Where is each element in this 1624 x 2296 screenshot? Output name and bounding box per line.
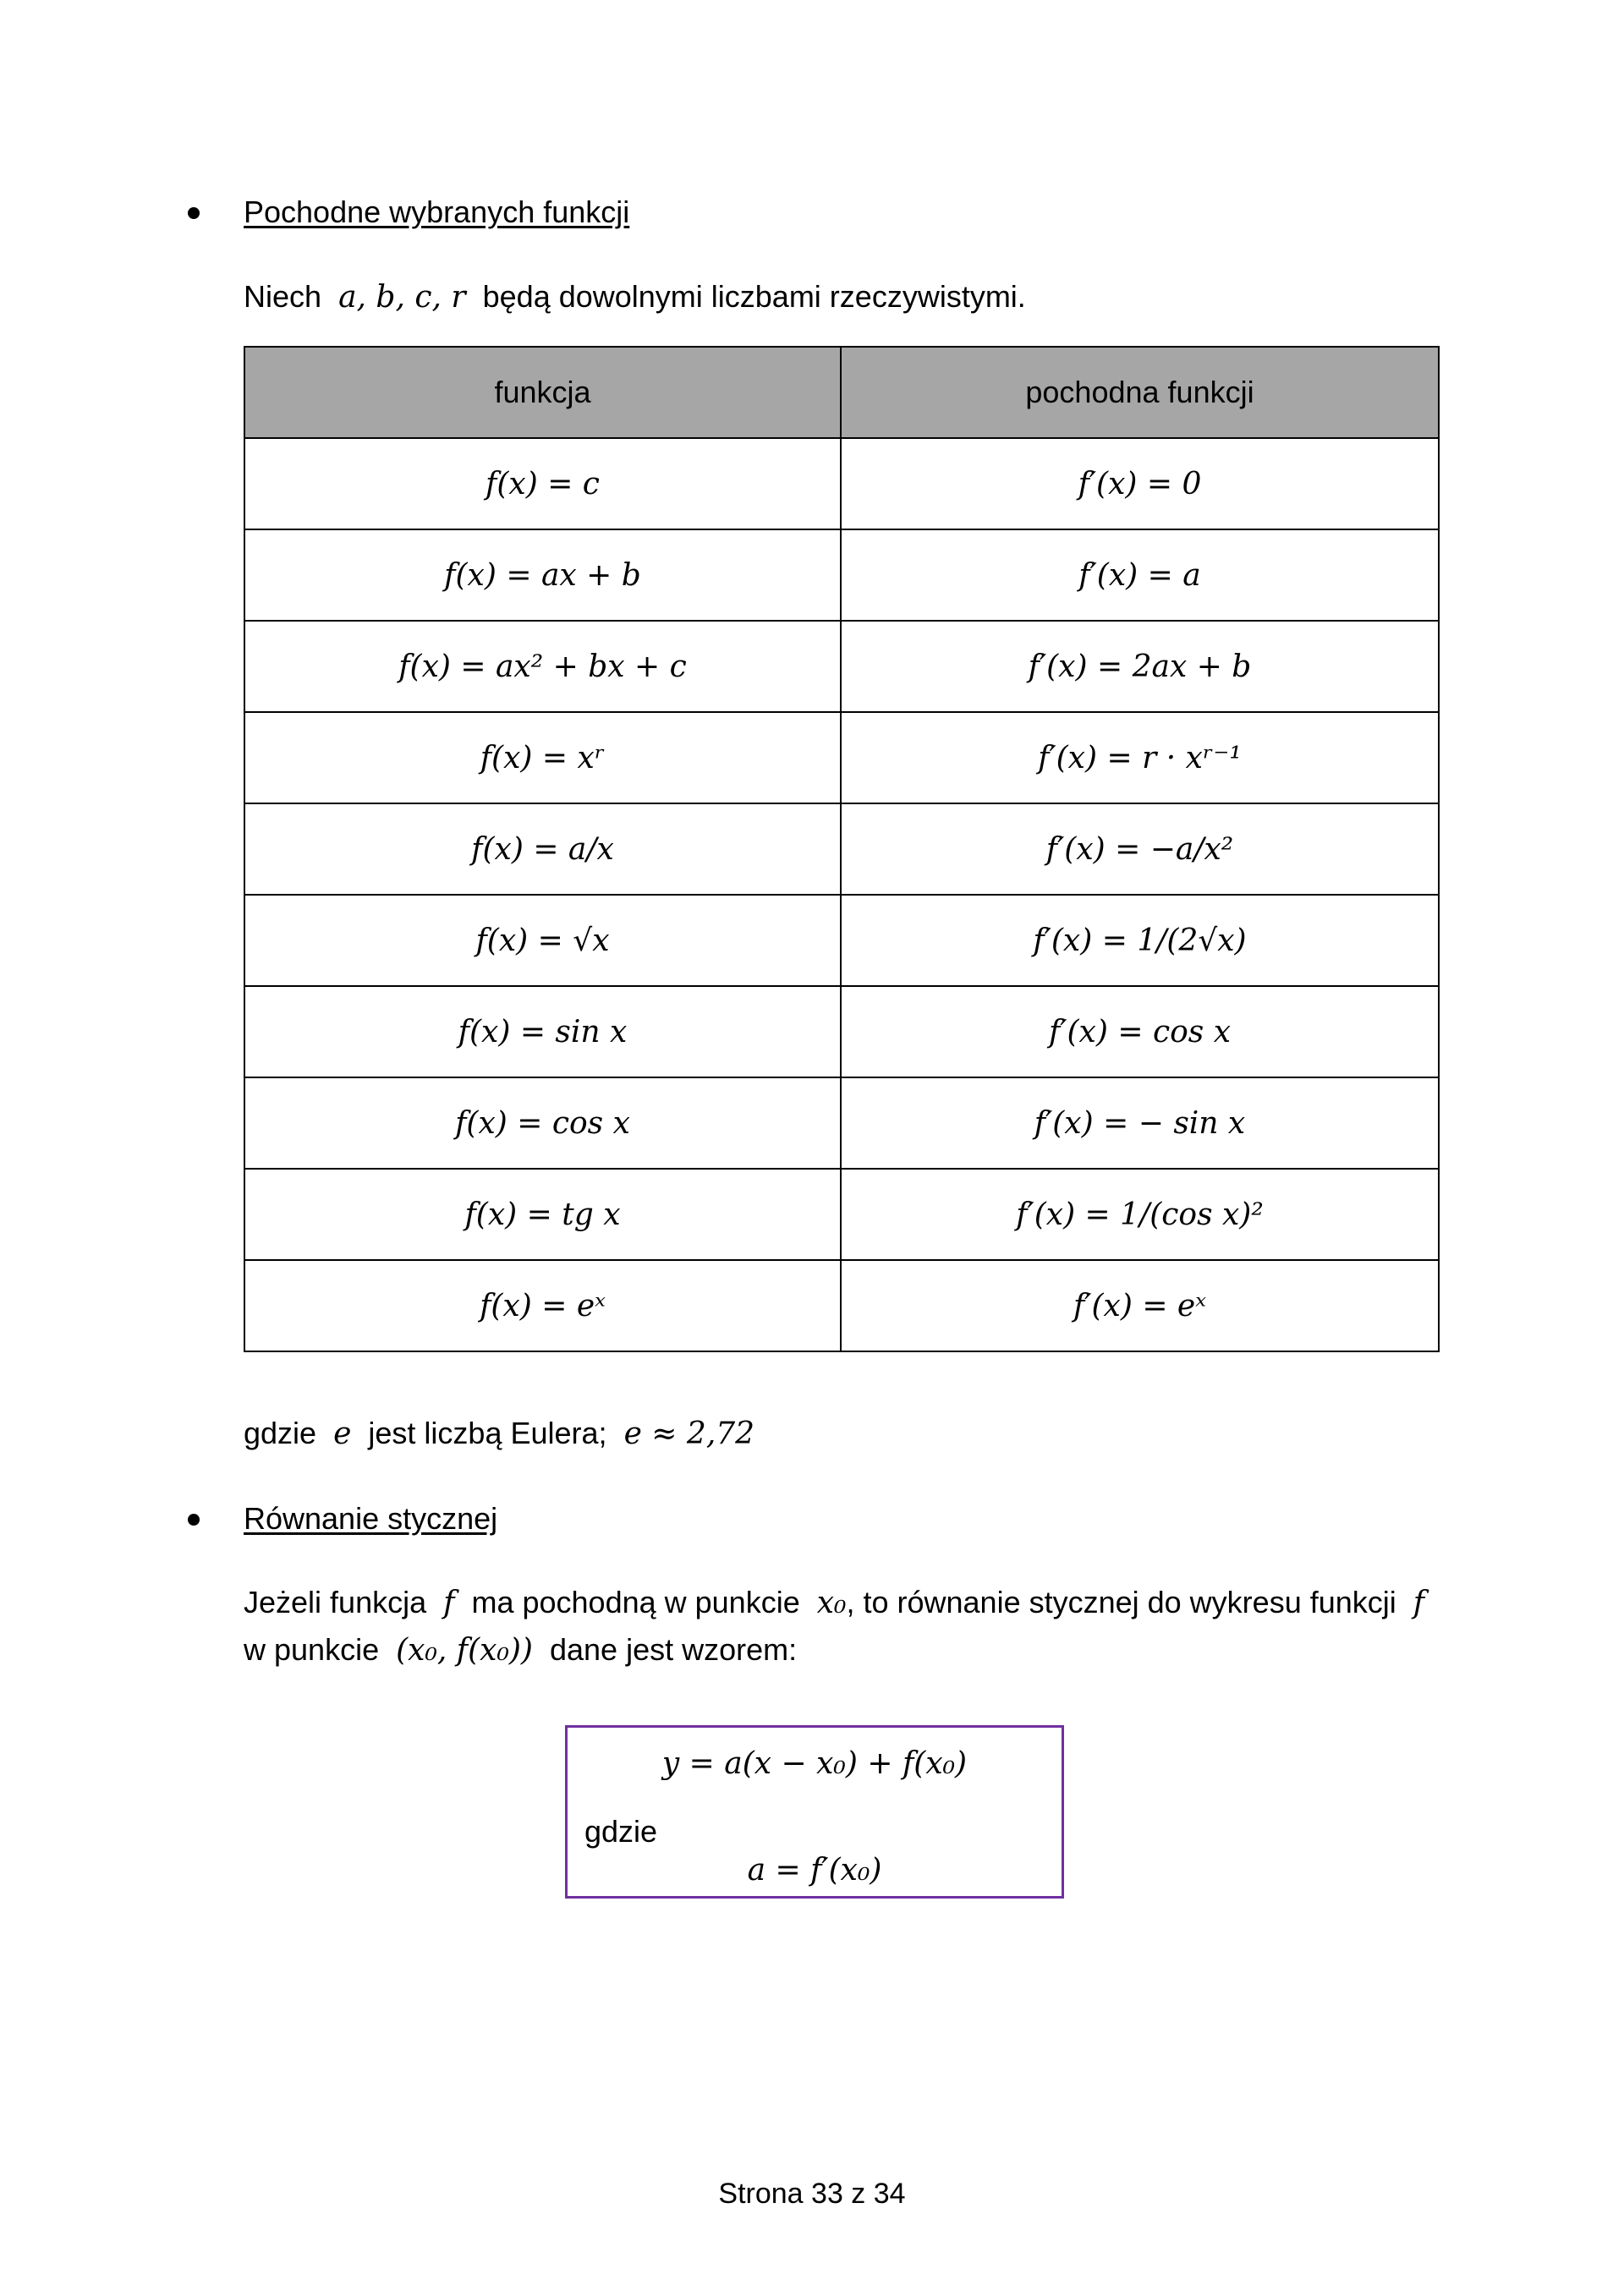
derivative-cell: f′(x) = − sin x xyxy=(841,1077,1439,1169)
table-row xyxy=(244,712,1439,803)
intro-prefix: Niech xyxy=(244,279,322,314)
tangent-text-d: w punkcie xyxy=(244,1632,380,1667)
derivative-cell: f′(x) = 2ax + b xyxy=(841,621,1439,712)
derivative-cell: f′(x) = r · xʳ⁻¹ xyxy=(841,712,1439,803)
table-row xyxy=(244,1077,1439,1169)
derivative-cell: f′(x) = 1/(2√x) xyxy=(841,895,1439,986)
function-cell: f(x) = tg x xyxy=(244,1169,841,1260)
euler-note xyxy=(244,1414,754,1453)
point-symbol: x₀ xyxy=(816,1586,847,1620)
tangency-point: (x₀, f(x₀)) xyxy=(396,1633,533,1668)
table-row xyxy=(244,438,1439,529)
euler-symbol: e xyxy=(333,1417,352,1451)
function-cell: f(x) = ax + b xyxy=(244,529,841,621)
function-symbol: f xyxy=(443,1586,455,1620)
table-row xyxy=(244,1169,1439,1260)
tangent-text-c: , to równanie stycznej do wykresu funkcji xyxy=(846,1585,1396,1619)
tangent-paragraph-line2 xyxy=(244,1630,797,1669)
function-cell: f(x) = √x xyxy=(244,895,841,986)
header-derivative: pochodna funkcji xyxy=(841,347,1439,438)
table-row xyxy=(244,803,1439,895)
euler-prefix: gdzie xyxy=(244,1416,317,1450)
derivative-cell: f′(x) = −a/x² xyxy=(841,803,1439,895)
intro-paragraph xyxy=(244,277,1026,316)
bullet-point xyxy=(188,1514,200,1526)
header-function: funkcja xyxy=(244,347,841,438)
tangent-formula-box xyxy=(565,1725,1064,1899)
tangent-paragraph-line1 xyxy=(244,1583,1424,1622)
function-cell: f(x) = ax² + bx + c xyxy=(244,621,841,712)
tangent-text-b: ma pochodną w punkcie xyxy=(471,1585,800,1619)
function-cell: f(x) = sin x xyxy=(244,986,841,1077)
derivative-cell: f′(x) = 0 xyxy=(841,438,1439,529)
function-cell: f(x) = a/x xyxy=(244,803,841,895)
table-row xyxy=(244,1260,1439,1351)
section-title-derivatives: Pochodne wybranych funkcji xyxy=(244,195,630,229)
derivative-cell: f′(x) = eˣ xyxy=(841,1260,1439,1351)
table-header-row xyxy=(244,347,1439,438)
page-footer: Strona 33 z 34 xyxy=(718,2178,906,2210)
function-cell: f(x) = xʳ xyxy=(244,712,841,803)
table-row xyxy=(244,621,1439,712)
function-cell: f(x) = c xyxy=(244,438,841,529)
function-cell: f(x) = cos x xyxy=(244,1077,841,1169)
function-symbol: f xyxy=(1413,1586,1425,1620)
bullet-point xyxy=(188,207,200,219)
derivative-cell: f′(x) = a xyxy=(841,529,1439,621)
table-row xyxy=(244,986,1439,1077)
where-label: gdzie xyxy=(584,1814,658,1849)
section-title-tangent: Równanie stycznej xyxy=(244,1501,498,1536)
tangent-text-e: dane jest wzorem: xyxy=(549,1632,798,1667)
intro-variables: a, b, c, r xyxy=(338,280,466,315)
intro-suffix: będą dowolnymi liczbami rzeczywistymi. xyxy=(482,279,1026,314)
euler-approximation: e ≈ 2,72 xyxy=(623,1417,755,1451)
table-row xyxy=(244,895,1439,986)
tangent-equation: y = a(x − x₀) + f(x₀) xyxy=(661,1746,968,1781)
derivative-cell: f′(x) = 1/(cos x)² xyxy=(841,1169,1439,1260)
table-row xyxy=(244,529,1439,621)
slope-equation: a = f′(x₀) xyxy=(747,1853,882,1888)
tangent-text-a: Jeżeli funkcja xyxy=(244,1585,427,1619)
function-cell: f(x) = eˣ xyxy=(244,1260,841,1351)
euler-middle: jest liczbą Eulera; xyxy=(368,1416,607,1450)
derivatives-table xyxy=(244,346,1440,1352)
derivative-cell: f′(x) = cos x xyxy=(841,986,1439,1077)
